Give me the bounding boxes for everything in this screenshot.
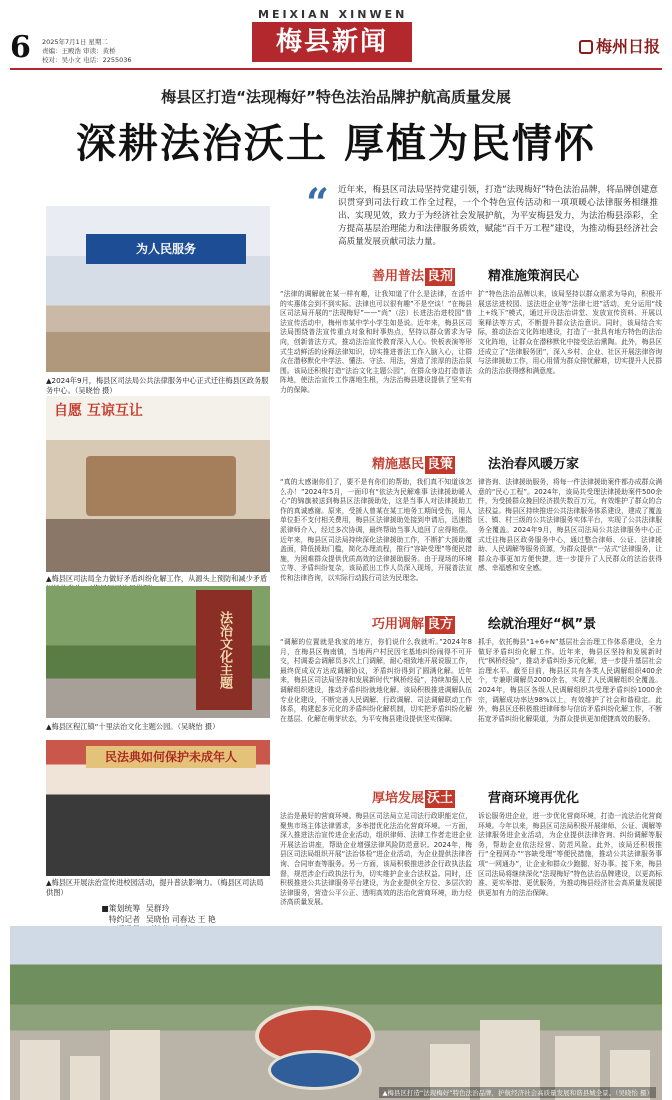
photo-service-center [46, 206, 270, 372]
masthead [0, 0, 672, 74]
article-body: 法治是最好的营商环境。梅县区司法局立足司法行政职能定位，聚焦市场主体法律需求，多举措优化法治化营商环境。一方面，深入推进法治宣传进企业活动，组织律师、法律工作者走进企业开展法治讲座，帮助企业增强法律风险防范意识。2024年，梅县区司法局组织开展“法治体检”进企业活动，为企业提供法律咨询、合同审查等服务。另一方面，该局积极推进涉企行政执法监督，规范涉企行政执法行为，切实维护企业合法权益。同时，还积极推进公共法律服务平台建设，为企业提供全方位、多层次的法律服务，营造公平公正、透明高效的法治化营商环境，助力经济高质量发展。 [280, 812, 472, 907]
masthead-rule [10, 68, 662, 70]
section-heading: 巧用调解 良方 [372, 617, 454, 632]
article-body: “法律的调解就在某一样有趣，让我知道了什么是法律，在活中的实惠体会到不到实际。法律也可以很有趣”不是空谈！”在梅县区司法局开展的“法现梅好”——“尚”（法）长进法治进校园”普法宣传活动中，梅州市某中学小学生如是说。近年来，梅县区司法局围绕普法宣传重点对象和时事热点，坚持以群众需求为导向，创新普法方式，推动法治宣传教育深入人心。快板表演等形式生动鲜活的诠释法律知识，切实推进普法工作入脑入心，让群众在潜移默化中学法、懂法、守法、用法，营造了浓厚的法治氛围。该局还积极打造“法治文化主题公园”，在群众身边打造普法阵地，使法治宣传工作落地生根，为法治梅县建设提供了坚实有力的保障。 [280, 290, 472, 394]
section-pinyin: MEIXIAN XINWEN [258, 8, 408, 21]
article-body: 扩”特色法治品牌以来，该局坚持以群众需求为导向，积极开展送法进校园、送法进企业等“法律七进”活动，充分运用“线上+线下”模式，通过开设法治讲堂、发放宣传资料、开展以案释法等方式，不断提升群众法治意识。同时，该局结合实际，推动法治文化阵地建设，打造了一批具有地方特色的法治文化阵地，让群众在潜移默化中接受法治熏陶。此外，梅县区还成立了“法律服务团”，深入乡村、企业、社区开展法律咨询与法律援助工作，用心用情为群众排忧解难，切实提升人民群众的法治获得感和满意度。 [478, 290, 662, 375]
article-body: “调解的位置就是我家的地方，你们说什么我就听。”2024年8月，在梅县区梅南镇，当地两户村民因宅基地纠纷闹得不可开交，村调委会调解员多次上门调解，耐心细致地开展说服工作，最终促成双方达成调解协议，矛盾纠纷得到了圆满化解。近年来，梅县区司法局坚持和发展新时代“枫桥经验”，持续加强人民调解组织建设，推动矛盾纠纷就地化解。该局积极推进调解队伍专业化建设，不断完善人民调解、行政调解、司法调解联动工作体系，构建起多元化的矛盾纠纷化解机制，切实把矛盾纠纷化解在基层、化解在萌芽状态，为平安梅县建设提供坚实保障。 [280, 638, 472, 723]
page-meta [42, 38, 132, 65]
credit-label: 特约记者 [108, 914, 140, 924]
credit-label: ■策划统筹 [101, 904, 140, 913]
section-heading: 精施惠民 良策 [372, 457, 454, 472]
photo-building [20, 1040, 60, 1100]
photo-banner: 民法典如何保护未成年人 [86, 746, 256, 768]
kicker: 梅县区打造“法现梅好”特色法治品牌护航高质量发展 [161, 88, 511, 106]
photo-park [46, 586, 270, 718]
photo-table [86, 456, 236, 516]
section-heading: 绘就治理好“枫”景 [488, 617, 597, 632]
photo-banner: 为人民服务 [86, 234, 246, 264]
photo-banner: 法治文化主题 [196, 590, 252, 710]
article-body: 诉讼服务进企业，进一步优化营商环境，打造一流法治化营商环境。今年以来，梅县区司法局积极开展律师、公证、调解等法律服务进企业活动，为企业提供法律咨询、纠纷调解等服务，帮助企业依法经营、防范风险。此外，该局还积极推行“全程网办”“容缺受理”等便民措施，推动公共法律服务事项“一网通办”，让企业和群众少跑腿、好办事。接下来，梅县区司法局将继续深化“法现梅好”特色法治品牌建设，以更高标准、更实举措、更优服务，为推动梅县经济社会高质量发展提供更加有力的法治保障。 [478, 812, 662, 897]
section-heading: 善用普法 良剂 [372, 269, 454, 284]
photo-caption: ▲梅县区司法局全力做好矛盾纠纷化解工作，从源头上预防和减少矛盾 [46, 574, 268, 583]
article-body: “真的太感谢你们了，要不是有你们的帮助，我们真不知道该怎么办！”2024年5月，一面印有“依法为民解难事 法律援助暖人心”的锦旗被送到梅县区法律援助处，这是当事人对法律援助工作的真诚感谢。原来，受援人曾某在某工地务工期间受伤，用人单位拒不支付相关费用，梅县区法律援助处接到申请后，迅速指派律师介入，经过多次协调，最终帮助当事人追回了应得赔偿。近年来，梅县区司法局持续深化法律援助工作，不断扩大援助覆盖面，降低援助门槛，简化办理流程，推行“容缺受理”等便民措施，为困难群众提供优质高效的法律援助服务。由于现场的环境立等、矛盾纠纷复杂，该局派出工作人员深入现场，开展普法宣传和法律咨询，以实际行动践行司法为民理念。 [280, 478, 472, 582]
section-heading: 精准施策润民心 [488, 269, 580, 284]
photo-mediation [46, 396, 270, 572]
photo-building [70, 1056, 100, 1100]
meta-proof: 校对：吴小文 电话：2255036 [42, 56, 132, 64]
page-number: 6 [10, 30, 31, 65]
brand-name: 梅州日报 [595, 37, 660, 56]
section-heading: 法治春风暖万家 [488, 457, 580, 472]
article-body: 律咨询、法律援助服务，将每一件法律援助案件都办成群众满意的“民心工程”。2024年，该局共受理法律援助案件500余件，为受援群众挽回经济损失数百万元，有效维护了群众的合法权益。梅县区持续推进公共法律服务体系建设，建成了覆盖区、镇、村三级的公共法律服务实体平台，实现了公共法律服务全覆盖。2024年9月，梅县区司法局公共法律服务中心正式迁往梅县区政务服务中心，通过整合律师、公证、法律援助、人民调解等服务资源，为群众提供“一站式”法律服务，让群众办事更加方便快捷，进一步提升了人民群众的法治获得感、幸福感和安全感。 [478, 478, 662, 573]
section-title: 梅县新闻 [252, 22, 412, 62]
photo-building [110, 1030, 160, 1100]
credit-value: 吴晓怡 司春达 王 艳 [146, 914, 216, 924]
photo-caption: ▲梅县区程江镇“十里法治文化主题公园。（吴晓怡 摄） [46, 722, 220, 731]
section-heading: 营商环境再优化 [488, 791, 580, 806]
lead-paragraph: 近年来，梅县区司法局坚持党建引领，打造“法现梅好”特色法治品牌，将品牌创建意识贯穿到司法行政工作全过程，一个个特色宣传活动和一项项暖心法律服务相继推出、实现见效，致力于为经济社会发展护航，为平安梅县发力，为法治梅县添彩，全方提高基层治理能力和法律服务质效，赋能“百千万工程”建设，为推动梅县经济社会高质量发展贡献司法力量。 [338, 185, 658, 247]
article-body: 抓手，依托梅县“1+6+N”基层社会治理工作体系建设，全力做好矛盾纠纷化解工作。近年来，梅县区坚持和发展新时代“枫桥经验”，推动矛盾纠纷多元化解，进一步提升基层社会治理水平。截至目前，梅县区共有各类人民调解组织400余个，专兼职调解员2000余名，实现了人民调解组织全覆盖。2024年，梅县区各级人民调解组织共受理矛盾纠纷1000余宗，调解成功率达98%以上，有效维护了社会和谐稳定。此外，梅县区还积极推进律师参与信访矛盾纠纷化解工作，不断拓宽矛盾纠纷化解渠道，为群众提供更加便捷高效的服务。 [478, 638, 662, 723]
photo-banner: 自愿 互谅互让 [54, 403, 143, 419]
quote-icon: “ [306, 180, 330, 227]
photo-caption: ▲梅县区开展法治宣传进校园活动，提升普法影响力。（梅县区司法局供图） [46, 878, 264, 897]
credit-value: 吴群玲 [146, 904, 170, 913]
panorama-caption: ▲梅县区打造“法现梅好”特色法治品牌，护航经济社会高质量发展和谐县城全景。（吴晓怡 摄） [379, 1087, 656, 1098]
meta-date: 2025年7月1日 星期二 [42, 38, 108, 46]
section-heading: 厚培发展 沃土 [372, 791, 454, 806]
headline: 深耕法治沃土 厚植为民情怀 [76, 120, 596, 167]
meta-editor: 责编：王殿浩 审读：黄桥 [42, 47, 116, 55]
photo-desk [46, 332, 270, 372]
panorama-photo [10, 926, 662, 1100]
brand-logo-icon [579, 40, 593, 54]
photo-school [46, 740, 270, 876]
photo-stadium [268, 1050, 362, 1090]
newspaper-brand [579, 34, 660, 57]
photo-caption: ▲2024年9月，梅县区司法局公共法律服务中心正式迁往梅县区政务服务中心。（吴晓怡 摄） [46, 376, 269, 395]
